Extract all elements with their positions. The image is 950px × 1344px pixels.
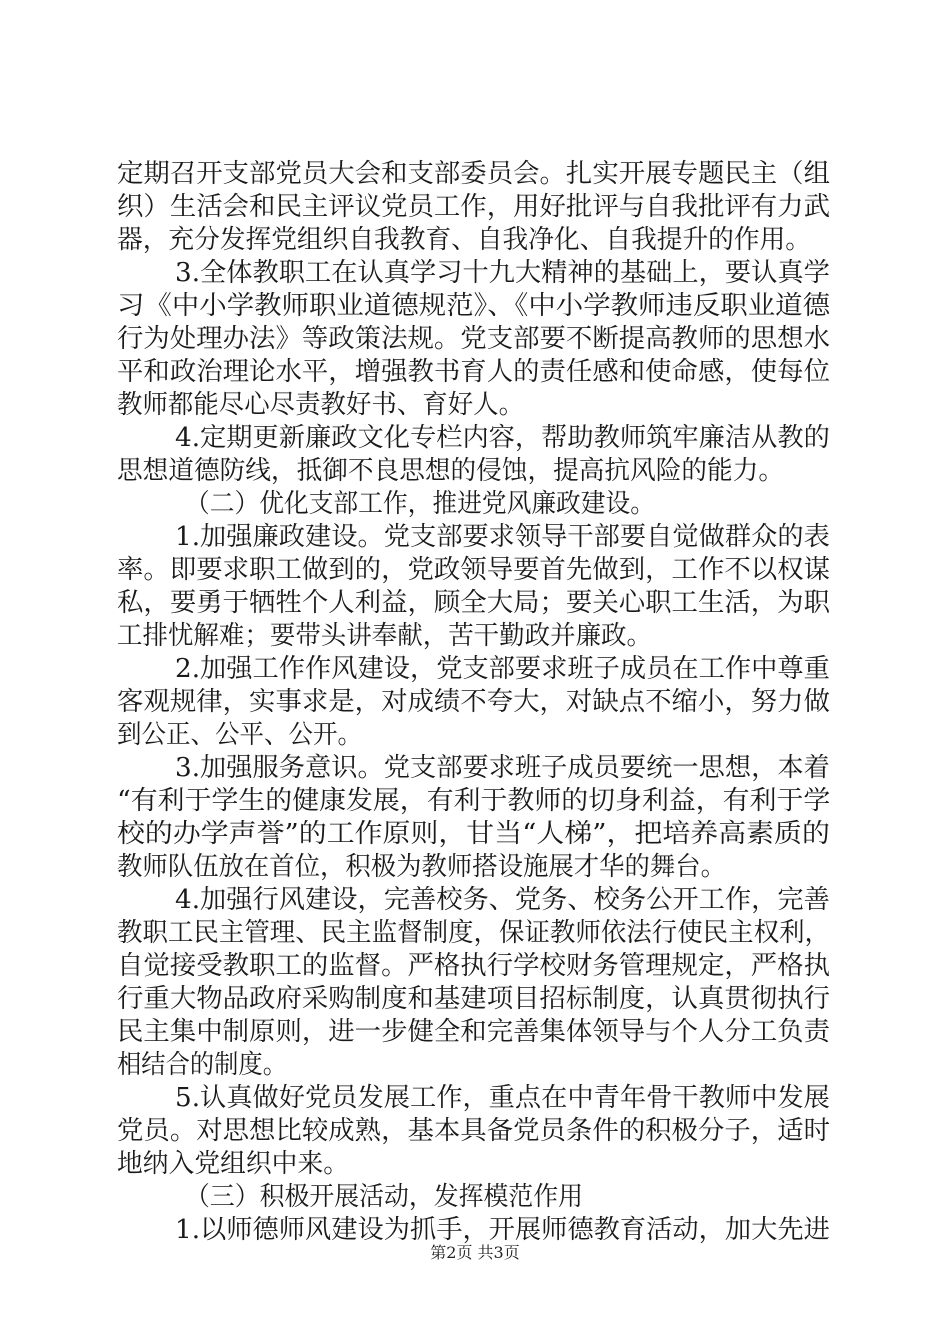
text-line: 自觉接受教职工的监督。严格执行学校财务管理规定，严格执 [117,951,831,981]
text-line: “有利于学生的健康发展，有利于教师的切身利益，有利于学 [117,786,831,816]
text-line: 教师都能尽心尽责教好书、育好人。 [117,390,525,420]
text-line: 1.以师德师风建设为抓手，开展师德教育活动，加大先进 [175,1215,830,1245]
text-line: 1.加强廉政建设。党支部要求领导干部要自觉做群众的表 [175,522,830,552]
text-line: 织）生活会和民主评议党员工作，用好批评与自我批评有力武 [117,192,831,222]
text-line: 党员。对思想比较成熟，基本具备党员条件的积极分子，适时 [117,1116,831,1146]
text-line: 民主集中制原则，进一步健全和完善集体领导与个人分工负责 [117,1017,831,1047]
text-line: 4.定期更新廉政文化专栏内容，帮助教师筑牢廉洁从教的 [175,423,830,453]
text-line: 到公正、公平、公开。 [117,720,363,750]
text-line: 5.认真做好党员发展工作，重点在中青年骨干教师中发展 [175,1083,830,1113]
text-line: （二）优化支部工作，推进党风廉政建设。 [185,489,656,519]
text-line: 校的办学声誉”的工作原则，甘当“人梯”，把培养高素质的 [117,819,830,849]
text-line: 定期召开支部党员大会和支部委员会。扎实开展专题民主（组 [117,159,831,189]
text-line: 行重大物品政府采购制度和基建项目招标制度，认真贯彻执行 [117,984,831,1014]
text-line: 教师队伍放在首位，积极为教师搭设施展才华的舞台。 [117,852,727,882]
text-line: 教职工民主管理、民主监督制度，保证教师依法行使民主权利， [117,918,831,948]
text-line: 行为处理办法》等政策法规。党支部要不断提高教师的思想水 [117,324,831,354]
text-line: 私，要勇于牺牲个人利益，顾全大局；要关心职工生活，为职 [117,588,831,618]
text-line: 率。即要求职工做到的，党政领导要首先做到，工作不以权谋 [117,555,831,585]
text-line: 3.加强服务意识。党支部要求班子成员要统一思想，本着 [175,753,830,783]
text-line: 2.加强工作作风建设，党支部要求班子成员在工作中尊重 [175,654,830,684]
text-line: 平和政治理论水平，增强教书育人的责任感和使命感，使每位 [117,357,831,387]
text-line: （三）积极开展活动，发挥模范作用 [185,1182,584,1212]
text-line: 思想道德防线，抵御不良思想的侵蚀，提高抗风险的能力。 [117,456,785,486]
page-footer: 第2页 共3页 [430,1243,520,1262]
text-line: 工排忧解难；要带头讲奉献，苦干勤政并廉政。 [117,621,653,651]
text-line: 器，充分发挥党组织自我教育、自我净化、自我提升的作用。 [117,225,812,255]
text-line: 3.全体教职工在认真学习十九大精神的基础上，要认真学 [175,258,830,288]
text-line: 地纳入党组织中来。 [117,1149,350,1179]
text-line: 习《中小学教师职业道德规范》、《中小学教师违反职业道德 [117,291,831,321]
text-line: 客观规律，实事求是，对成绩不夸大，对缺点不缩小，努力做 [117,687,831,717]
text-line: 相结合的制度。 [117,1050,288,1080]
text-line: 4.加强行风建设，完善校务、党务、校务公开工作，完善 [175,885,830,915]
